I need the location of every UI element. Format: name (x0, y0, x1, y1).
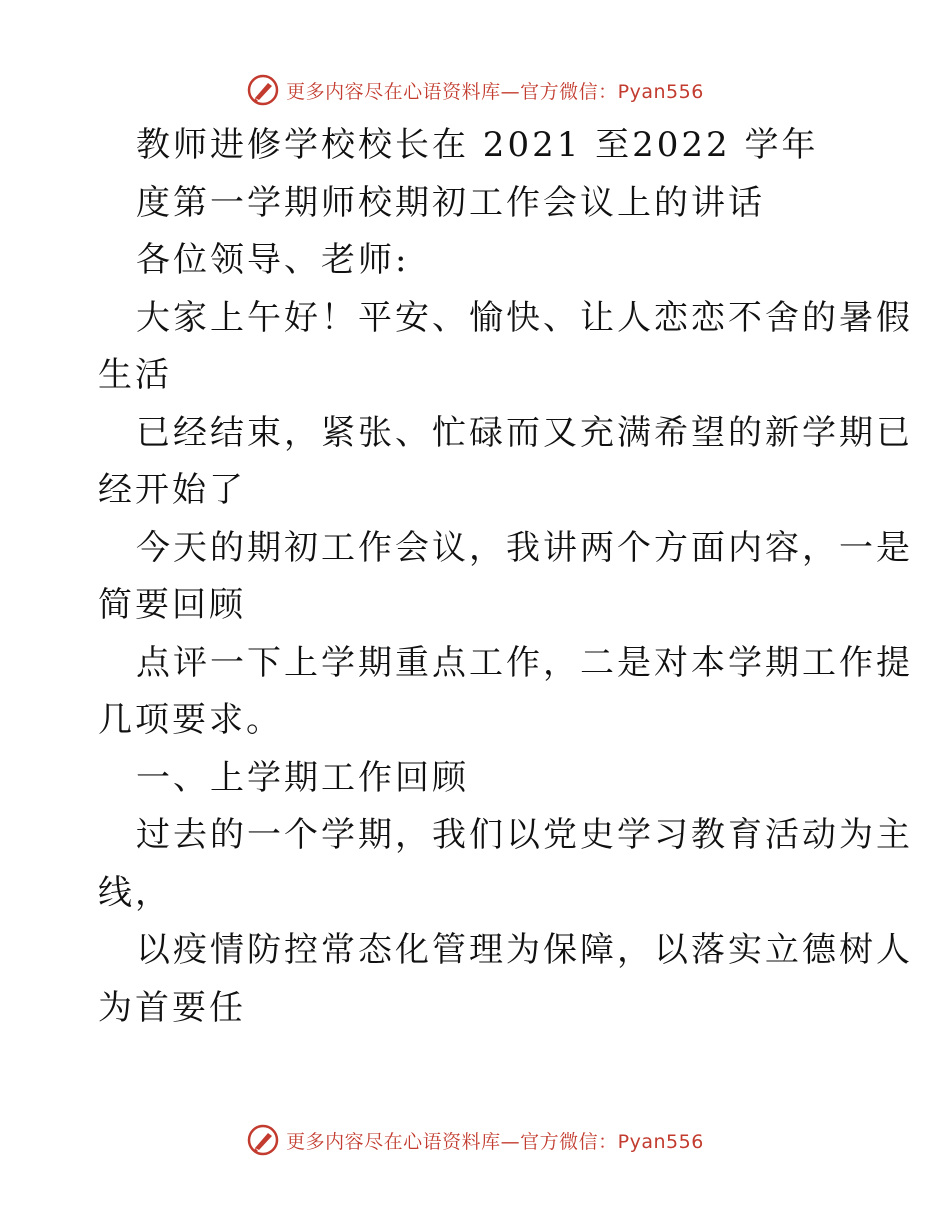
body-line: 为首要任 (98, 987, 246, 1028)
section-heading: 一、上学期工作回顾 (136, 757, 469, 798)
body-line: 教师进修学校校长在 2021 至2022 学年 (136, 125, 819, 165)
body-line: 大家上午好！平安、愉快、让人恋恋不舍的暑假 (136, 297, 913, 338)
header-watermark-banner (0, 70, 950, 110)
body-line: 线， (98, 872, 172, 913)
body-line: 度第一学期师校期初工作会议上的讲话 (136, 182, 765, 223)
body-line: 几项要求。 (98, 700, 283, 740)
banner-text: 更多内容尽在心语资料库—官方微信：Pyan556 (286, 1130, 704, 1153)
body-line: 经开始了 (98, 470, 246, 510)
body-line: 简要回顾 (98, 585, 246, 625)
footer-watermark-banner (0, 1120, 950, 1160)
body-line: 已经结束，紧张、忙碌而又充满希望的新学期已 (136, 412, 913, 453)
body-line: 点评一下上学期重点工作，二是对本学期工作提 (136, 642, 913, 683)
body-line: 各位领导、老师: (136, 240, 410, 280)
banner-text: 更多内容尽在心语资料库—官方微信：Pyan556 (286, 80, 704, 103)
document-body (98, 117, 913, 1037)
body-line: 过去的一个学期，我们以党史学习教育活动为主 (136, 815, 913, 855)
pen-logo-icon (246, 73, 280, 107)
pen-logo-icon (246, 1123, 280, 1157)
body-line: 今天的期初工作会议，我讲两个方面内容，一是 (136, 527, 913, 568)
body-line: 生活 (98, 355, 172, 395)
body-line: 以疫情防控常态化管理为保障，以落实立德树人 (136, 930, 913, 970)
